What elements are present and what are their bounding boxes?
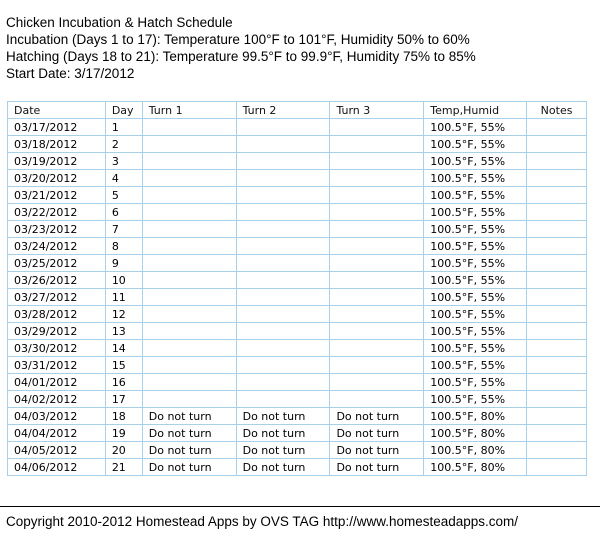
column-header-date: Date: [8, 102, 106, 119]
temp-humid-cell: 100.5°F, 55%: [424, 374, 527, 391]
temp-humid-cell: 100.5°F, 80%: [424, 408, 527, 425]
turn-1-cell: [142, 153, 236, 170]
table-row: [8, 323, 587, 340]
temp-humid-cell: 100.5°F, 55%: [424, 272, 527, 289]
date-cell: 03/21/2012: [8, 187, 106, 204]
turn-2-cell: [236, 272, 330, 289]
turn-1-cell: [142, 272, 236, 289]
temp-humid-cell: 100.5°F, 80%: [424, 459, 527, 476]
table-row: [8, 442, 587, 459]
notes-cell: [527, 408, 587, 425]
temp-humid-cell: 100.5°F, 55%: [424, 204, 527, 221]
table-header-row: [8, 102, 587, 119]
turn-3-cell: [330, 204, 424, 221]
footer-divider: [0, 506, 600, 507]
turn-1-cell: Do not turn: [142, 459, 236, 476]
turn-3-cell: [330, 221, 424, 238]
notes-cell: [527, 425, 587, 442]
start-date: Start Date: 3/17/2012: [6, 66, 135, 81]
schedule-table: [7, 101, 587, 476]
turn-3-cell: [330, 374, 424, 391]
turn-1-cell: [142, 255, 236, 272]
day-cell: 16: [105, 374, 142, 391]
temp-humid-cell: 100.5°F, 55%: [424, 289, 527, 306]
temp-humid-cell: 100.5°F, 55%: [424, 221, 527, 238]
turn-3-cell: [330, 272, 424, 289]
page-title: Chicken Incubation & Hatch Schedule: [6, 15, 233, 30]
turn-2-cell: [236, 170, 330, 187]
turn-2-cell: Do not turn: [236, 442, 330, 459]
date-cell: 03/17/2012: [8, 119, 106, 136]
notes-cell: [527, 459, 587, 476]
table-row: [8, 374, 587, 391]
turn-3-cell: [330, 119, 424, 136]
turn-1-cell: [142, 391, 236, 408]
turn-1-cell: [142, 289, 236, 306]
turn-2-cell: [236, 153, 330, 170]
day-cell: 13: [105, 323, 142, 340]
column-header-turn-2: Turn 2: [236, 102, 330, 119]
temp-humid-cell: 100.5°F, 55%: [424, 340, 527, 357]
notes-cell: [527, 374, 587, 391]
notes-cell: [527, 272, 587, 289]
turn-1-cell: [142, 238, 236, 255]
turn-3-cell: [330, 357, 424, 374]
temp-humid-cell: 100.5°F, 80%: [424, 425, 527, 442]
day-cell: 17: [105, 391, 142, 408]
turn-1-cell: [142, 374, 236, 391]
turn-3-cell: [330, 238, 424, 255]
notes-cell: [527, 357, 587, 374]
turn-1-cell: [142, 306, 236, 323]
turn-3-cell: [330, 187, 424, 204]
temp-humid-cell: 100.5°F, 55%: [424, 170, 527, 187]
table-row: [8, 357, 587, 374]
turn-3-cell: Do not turn: [330, 459, 424, 476]
day-cell: 2: [105, 136, 142, 153]
day-cell: 8: [105, 238, 142, 255]
turn-3-cell: Do not turn: [330, 425, 424, 442]
day-cell: 10: [105, 272, 142, 289]
date-cell: 03/31/2012: [8, 357, 106, 374]
table-row: [8, 289, 587, 306]
turn-3-cell: [330, 323, 424, 340]
temp-humid-cell: 100.5°F, 55%: [424, 238, 527, 255]
table-row: [8, 459, 587, 476]
turn-2-cell: [236, 357, 330, 374]
turn-1-cell: Do not turn: [142, 408, 236, 425]
date-cell: 03/29/2012: [8, 323, 106, 340]
temp-humid-cell: 100.5°F, 80%: [424, 442, 527, 459]
date-cell: 04/01/2012: [8, 374, 106, 391]
turn-2-cell: [236, 391, 330, 408]
turn-2-cell: Do not turn: [236, 459, 330, 476]
temp-humid-cell: 100.5°F, 55%: [424, 255, 527, 272]
turn-3-cell: [330, 170, 424, 187]
notes-cell: [527, 153, 587, 170]
day-cell: 20: [105, 442, 142, 459]
table-row: [8, 255, 587, 272]
date-cell: 03/27/2012: [8, 289, 106, 306]
table-row: [8, 425, 587, 442]
day-cell: 21: [105, 459, 142, 476]
turn-2-cell: [236, 221, 330, 238]
notes-cell: [527, 170, 587, 187]
table-row: [8, 306, 587, 323]
turn-3-cell: Do not turn: [330, 442, 424, 459]
day-cell: 5: [105, 187, 142, 204]
copyright-footer: Copyright 2010-2012 Homestead Apps by OVS TAG http://www.homesteadapps.com/: [6, 514, 519, 529]
date-cell: 04/04/2012: [8, 425, 106, 442]
day-cell: 4: [105, 170, 142, 187]
date-cell: 03/20/2012: [8, 170, 106, 187]
notes-cell: [527, 255, 587, 272]
schedule-header: [6, 14, 476, 82]
day-cell: 15: [105, 357, 142, 374]
turn-1-cell: [142, 357, 236, 374]
column-header-temp-humid: Temp,Humid: [424, 102, 527, 119]
date-cell: 03/26/2012: [8, 272, 106, 289]
turn-1-cell: [142, 170, 236, 187]
date-cell: 03/28/2012: [8, 306, 106, 323]
temp-humid-cell: 100.5°F, 55%: [424, 357, 527, 374]
day-cell: 11: [105, 289, 142, 306]
date-cell: 03/25/2012: [8, 255, 106, 272]
temp-humid-cell: 100.5°F, 55%: [424, 136, 527, 153]
turn-1-cell: [142, 340, 236, 357]
day-cell: 3: [105, 153, 142, 170]
notes-cell: [527, 306, 587, 323]
turn-2-cell: [236, 306, 330, 323]
date-cell: 03/19/2012: [8, 153, 106, 170]
turn-3-cell: [330, 340, 424, 357]
notes-cell: [527, 340, 587, 357]
temp-humid-cell: 100.5°F, 55%: [424, 187, 527, 204]
date-cell: 04/03/2012: [8, 408, 106, 425]
notes-cell: [527, 442, 587, 459]
notes-cell: [527, 289, 587, 306]
table-row: [8, 408, 587, 425]
turn-2-cell: [236, 374, 330, 391]
turn-3-cell: [330, 255, 424, 272]
turn-3-cell: [330, 153, 424, 170]
turn-2-cell: Do not turn: [236, 408, 330, 425]
table-row: [8, 187, 587, 204]
hatching-info: Hatching (Days 18 to 21): Temperature 99.5°F to 99.9°F, Humidity 75% to 85%: [6, 49, 476, 64]
temp-humid-cell: 100.5°F, 55%: [424, 153, 527, 170]
date-cell: 04/02/2012: [8, 391, 106, 408]
turn-1-cell: [142, 204, 236, 221]
date-cell: 03/24/2012: [8, 238, 106, 255]
temp-humid-cell: 100.5°F, 55%: [424, 119, 527, 136]
turn-3-cell: [330, 289, 424, 306]
incubation-info: Incubation (Days 1 to 17): Temperature 100°F to 101°F, Humidity 50% to 60%: [6, 32, 470, 47]
day-cell: 12: [105, 306, 142, 323]
column-header-turn-3: Turn 3: [330, 102, 424, 119]
notes-cell: [527, 136, 587, 153]
turn-1-cell: [142, 119, 236, 136]
table-row: [8, 221, 587, 238]
day-cell: 9: [105, 255, 142, 272]
turn-2-cell: [236, 187, 330, 204]
table-row: [8, 272, 587, 289]
notes-cell: [527, 187, 587, 204]
day-cell: 7: [105, 221, 142, 238]
turn-1-cell: [142, 221, 236, 238]
turn-1-cell: Do not turn: [142, 425, 236, 442]
day-cell: 14: [105, 340, 142, 357]
date-cell: 03/22/2012: [8, 204, 106, 221]
date-cell: 04/05/2012: [8, 442, 106, 459]
notes-cell: [527, 391, 587, 408]
turn-3-cell: [330, 391, 424, 408]
temp-humid-cell: 100.5°F, 55%: [424, 323, 527, 340]
turn-2-cell: Do not turn: [236, 425, 330, 442]
table-row: [8, 119, 587, 136]
turn-1-cell: [142, 136, 236, 153]
turn-2-cell: [236, 255, 330, 272]
notes-cell: [527, 238, 587, 255]
turn-3-cell: [330, 306, 424, 323]
turn-1-cell: [142, 187, 236, 204]
turn-3-cell: Do not turn: [330, 408, 424, 425]
table-row: [8, 153, 587, 170]
notes-cell: [527, 119, 587, 136]
date-cell: 03/18/2012: [8, 136, 106, 153]
turn-2-cell: [236, 136, 330, 153]
turn-2-cell: [236, 238, 330, 255]
temp-humid-cell: 100.5°F, 55%: [424, 306, 527, 323]
day-cell: 19: [105, 425, 142, 442]
day-cell: 1: [105, 119, 142, 136]
turn-2-cell: [236, 289, 330, 306]
day-cell: 18: [105, 408, 142, 425]
date-cell: 03/23/2012: [8, 221, 106, 238]
turn-2-cell: [236, 323, 330, 340]
table-row: [8, 391, 587, 408]
table-row: [8, 238, 587, 255]
date-cell: 04/06/2012: [8, 459, 106, 476]
table-row: [8, 136, 587, 153]
column-header-turn-1: Turn 1: [142, 102, 236, 119]
turn-2-cell: [236, 119, 330, 136]
notes-cell: [527, 204, 587, 221]
column-header-day: Day: [105, 102, 142, 119]
table-row: [8, 340, 587, 357]
turn-1-cell: [142, 323, 236, 340]
turn-2-cell: [236, 204, 330, 221]
table-row: [8, 204, 587, 221]
temp-humid-cell: 100.5°F, 55%: [424, 391, 527, 408]
column-header-notes: Notes: [527, 102, 587, 119]
turn-1-cell: Do not turn: [142, 442, 236, 459]
table-row: [8, 170, 587, 187]
turn-2-cell: [236, 340, 330, 357]
day-cell: 6: [105, 204, 142, 221]
date-cell: 03/30/2012: [8, 340, 106, 357]
notes-cell: [527, 221, 587, 238]
turn-3-cell: [330, 136, 424, 153]
notes-cell: [527, 323, 587, 340]
schedule-table-body: [8, 119, 587, 476]
